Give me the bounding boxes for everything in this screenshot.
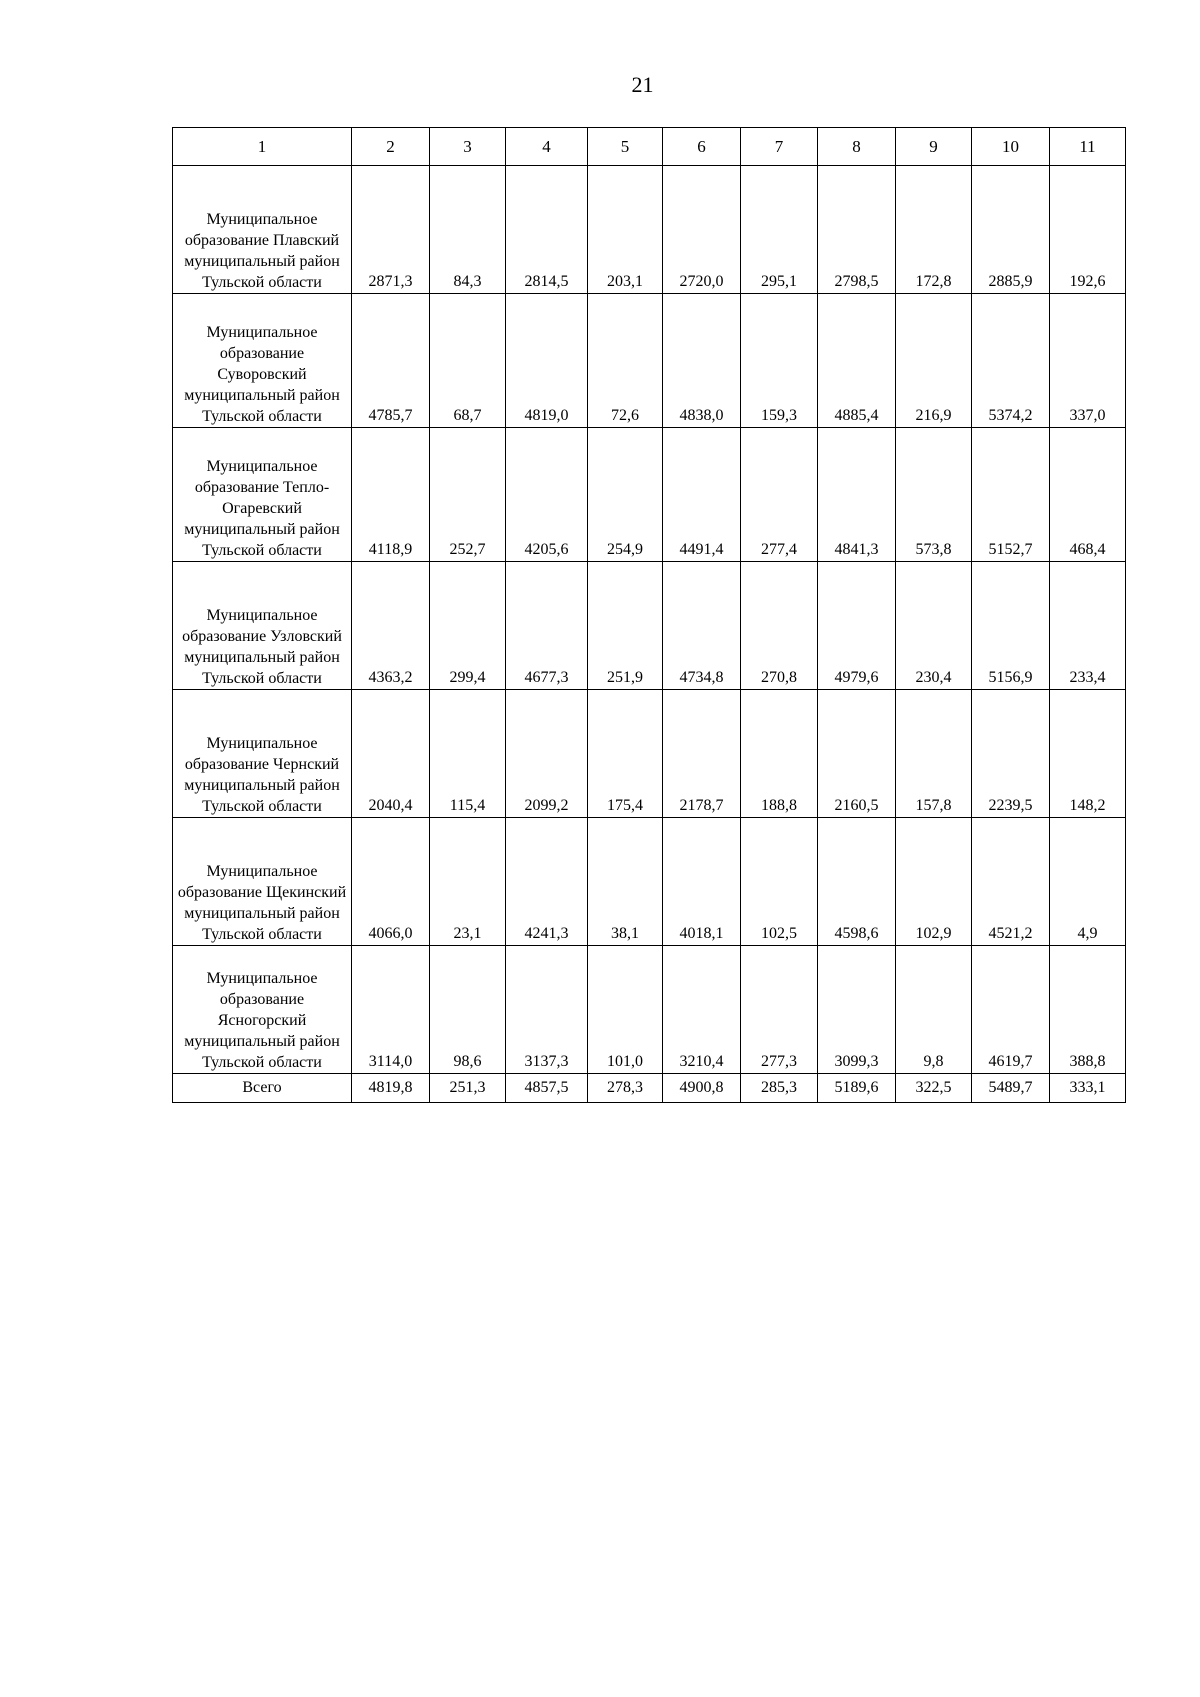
value-cell: 277,4 [741,428,818,562]
column-header: 7 [741,128,818,166]
column-header: 9 [896,128,972,166]
value-cell: 251,9 [588,562,663,690]
value-cell: 4118,9 [352,428,430,562]
total-value-cell: 278,3 [588,1074,663,1103]
municipality-name-cell: Муниципальное образование Тепло-Огаревский муниципальный район Тульской области [173,428,352,562]
value-cell: 2040,4 [352,690,430,818]
value-cell: 2160,5 [818,690,896,818]
table-row [173,166,1126,294]
value-cell: 233,4 [1050,562,1126,690]
value-cell: 4838,0 [663,294,741,428]
value-cell: 68,7 [430,294,506,428]
value-cell: 252,7 [430,428,506,562]
value-cell: 3210,4 [663,946,741,1074]
municipality-name-cell: Муниципальное образование Чернский муниципальный район Тульской области [173,690,352,818]
value-cell: 4205,6 [506,428,588,562]
value-cell: 148,2 [1050,690,1126,818]
value-cell: 5152,7 [972,428,1050,562]
value-cell: 2720,0 [663,166,741,294]
value-cell: 188,8 [741,690,818,818]
municipality-name-cell: Муниципальное образование Плавский муниципальный район Тульской области [173,166,352,294]
municipality-name-cell: Муниципальное образование Суворовский муниципальный район Тульской области [173,294,352,428]
value-cell: 2871,3 [352,166,430,294]
column-header: 8 [818,128,896,166]
value-cell: 192,6 [1050,166,1126,294]
page-number: 21 [631,72,654,97]
value-cell: 4066,0 [352,818,430,946]
column-header: 11 [1050,128,1126,166]
value-cell: 388,8 [1050,946,1126,1074]
value-cell: 2239,5 [972,690,1050,818]
value-cell: 115,4 [430,690,506,818]
value-cell: 3137,3 [506,946,588,1074]
total-value-cell: 4857,5 [506,1074,588,1103]
municipality-name-cell: Муниципальное образование Узловский муниципальный район Тульской области [173,562,352,690]
value-cell: 4363,2 [352,562,430,690]
table-row [173,818,1126,946]
table-body [173,128,1126,1103]
value-cell: 4885,4 [818,294,896,428]
total-value-cell: 333,1 [1050,1074,1126,1103]
value-cell: 4979,6 [818,562,896,690]
value-cell: 216,9 [896,294,972,428]
table-row [173,428,1126,562]
value-cell: 4491,4 [663,428,741,562]
value-cell: 84,3 [430,166,506,294]
value-cell: 2814,5 [506,166,588,294]
value-cell: 3114,0 [352,946,430,1074]
value-cell: 4521,2 [972,818,1050,946]
value-cell: 5156,9 [972,562,1050,690]
value-cell: 4018,1 [663,818,741,946]
value-cell: 102,9 [896,818,972,946]
municipality-name-cell: Муниципальное образование Ясногорский муниципальный район Тульской области [173,946,352,1074]
value-cell: 3099,3 [818,946,896,1074]
value-cell: 254,9 [588,428,663,562]
total-label-cell: Всего [173,1074,352,1103]
value-cell: 101,0 [588,946,663,1074]
total-value-cell: 4900,8 [663,1074,741,1103]
value-cell: 203,1 [588,166,663,294]
value-cell: 4785,7 [352,294,430,428]
value-cell: 4241,3 [506,818,588,946]
value-cell: 277,3 [741,946,818,1074]
header-row [173,128,1126,166]
value-cell: 230,4 [896,562,972,690]
column-header: 1 [173,128,352,166]
total-value-cell: 4819,8 [352,1074,430,1103]
table-row [173,690,1126,818]
value-cell: 157,8 [896,690,972,818]
value-cell: 172,8 [896,166,972,294]
total-value-cell: 285,3 [741,1074,818,1103]
value-cell: 38,1 [588,818,663,946]
column-header: 2 [352,128,430,166]
column-header: 4 [506,128,588,166]
value-cell: 299,4 [430,562,506,690]
value-cell: 2178,7 [663,690,741,818]
column-header: 6 [663,128,741,166]
value-cell: 2798,5 [818,166,896,294]
value-cell: 159,3 [741,294,818,428]
table-row [173,562,1126,690]
column-header: 5 [588,128,663,166]
value-cell: 4619,7 [972,946,1050,1074]
value-cell: 2099,2 [506,690,588,818]
value-cell: 5374,2 [972,294,1050,428]
total-value-cell: 322,5 [896,1074,972,1103]
value-cell: 4819,0 [506,294,588,428]
value-cell: 98,6 [430,946,506,1074]
value-cell: 102,5 [741,818,818,946]
total-value-cell: 5489,7 [972,1074,1050,1103]
value-cell: 2885,9 [972,166,1050,294]
value-cell: 573,8 [896,428,972,562]
value-cell: 23,1 [430,818,506,946]
table-row [173,946,1126,1074]
value-cell: 4598,6 [818,818,896,946]
table-row [173,294,1126,428]
total-row [173,1074,1126,1103]
value-cell: 72,6 [588,294,663,428]
value-cell: 337,0 [1050,294,1126,428]
value-cell: 4677,3 [506,562,588,690]
value-cell: 468,4 [1050,428,1126,562]
data-table [172,127,1126,1103]
value-cell: 9,8 [896,946,972,1074]
column-header: 10 [972,128,1050,166]
value-cell: 175,4 [588,690,663,818]
column-header: 3 [430,128,506,166]
value-cell: 295,1 [741,166,818,294]
municipality-name-cell: Муниципальное образование Щекинский муниципальный район Тульской области [173,818,352,946]
value-cell: 4,9 [1050,818,1126,946]
total-value-cell: 251,3 [430,1074,506,1103]
total-value-cell: 5189,6 [818,1074,896,1103]
value-cell: 4734,8 [663,562,741,690]
value-cell: 270,8 [741,562,818,690]
value-cell: 4841,3 [818,428,896,562]
